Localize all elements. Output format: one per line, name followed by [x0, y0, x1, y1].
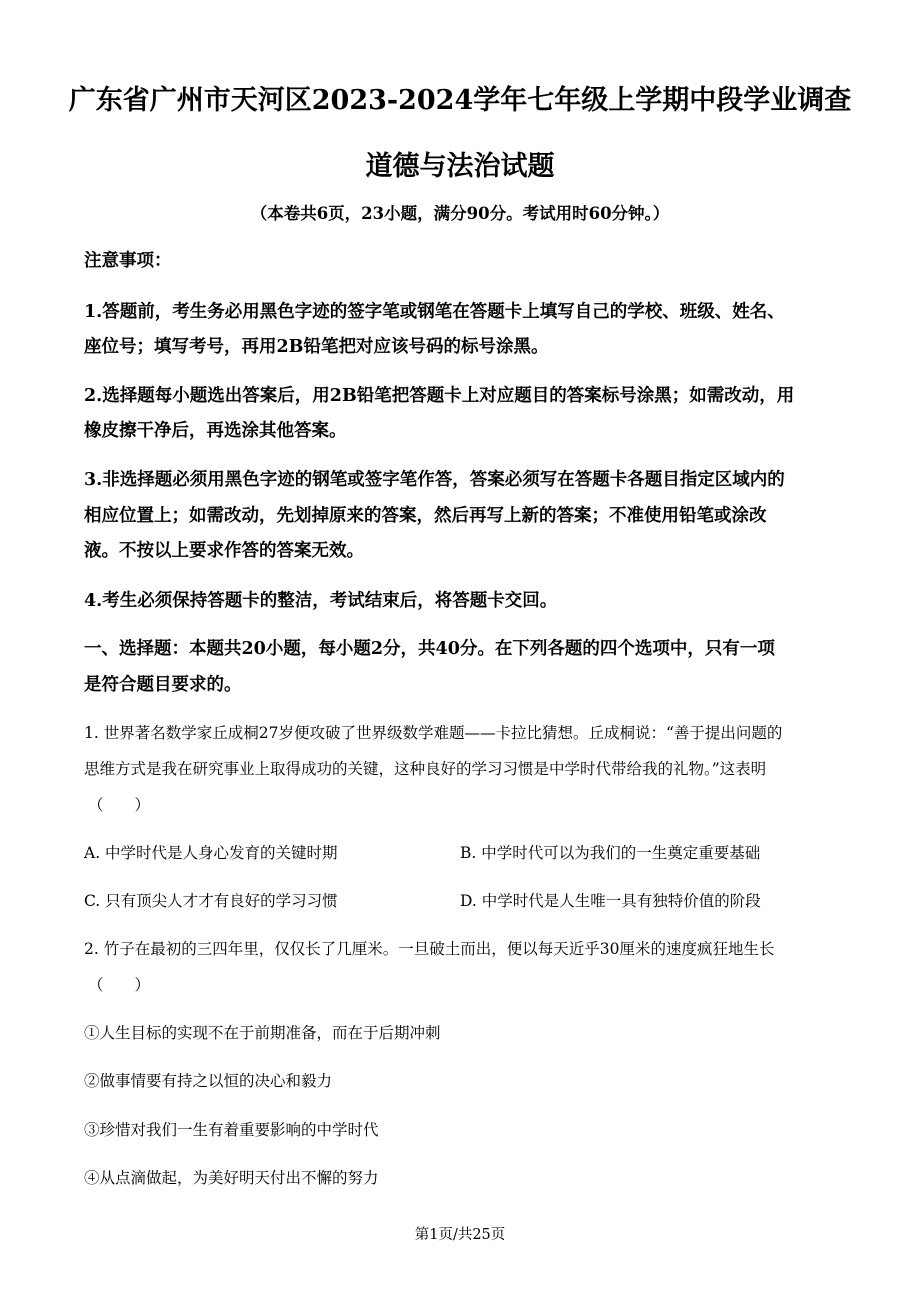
q2-statement-1: ①人生目标的实现不在于前期准备，而在于后期冲刺	[84, 1024, 441, 1042]
section-heading-line1: 一、选择题：本题共20小题，每小题2分，共40分。在下列各题的四个选项中，只有一项	[84, 639, 775, 659]
exam-title: 广东省广州市天河区2023-2024学年七年级上学期中段学业调查	[68, 85, 852, 116]
q2-statement-2: ②做事情要有持之以恒的决心和毅力	[84, 1072, 333, 1090]
q1-option-b: B. 中学时代可以为我们的一生奠定重要基础	[460, 844, 761, 862]
q1-answer-blank: （ ）	[88, 796, 151, 814]
q1-option-a: A. 中学时代是人身心发育的关键时期	[84, 844, 338, 862]
page-number: 第1页/共25页	[414, 1227, 506, 1243]
notice-item-3-line3: 液。不按以上要求作答的答案无效。	[84, 541, 364, 561]
notice-item-2-line1: 2.选择题每小题选出答案后，用2B铅笔把答题卡上对应题目的答案标号涂黑；如需改动，用	[84, 386, 795, 406]
q2-stem-line1: 2. 竹子在最初的三四年里，仅仅长了几厘米。一旦破土而出，便以每天近乎30厘米的速度疯狂地生长	[84, 940, 775, 958]
notice-item-3-line1: 3.非选择题必须用黑色字迹的钢笔或签字笔作答，答案必须写在答题卡各题目指定区域内的	[84, 470, 785, 490]
q1-option-c: C. 只有顶尖人才才有良好的学习习惯	[84, 892, 338, 910]
section-heading-line2: 是符合题目要求的。	[84, 675, 242, 695]
exam-subject-title: 道德与法治试题	[365, 151, 555, 182]
q2-statement-3: ③珍惜对我们一生有着重要影响的中学时代	[84, 1121, 379, 1139]
q1-option-d: D. 中学时代是人生唯一具有独特价值的阶段	[460, 892, 761, 910]
notice-item-2-line2: 橡皮擦干净后，再选涂其他答案。	[84, 421, 347, 441]
notice-item-3-line2: 相应位置上；如需改动，先划掉原来的答案，然后再写上新的答案；不准使用铅笔或涂改	[84, 506, 767, 526]
notice-item-1-line2: 座位号；填写考号，再用2B铅笔把对应该号码的标号涂黑。	[84, 337, 549, 357]
q1-stem-line2: 思维方式是我在研究事业上取得成功的关键，这种良好的学习习惯是中学时代带给我的礼物。”这表明	[84, 760, 767, 778]
notice-item-4-line1: 4.考生必须保持答题卡的整洁，考试结束后，将答题卡交回。	[84, 591, 558, 611]
q2-statement-4: ④从点滴做起，为美好明天付出不懈的努力	[84, 1169, 379, 1187]
exam-info: （本卷共6页，23小题，满分90分。考试用时60分钟。）	[250, 204, 670, 223]
notice-item-1-line1: 1.答题前，考生务必用黑色字迹的签字笔或钢笔在答题卡上填写自己的学校、班级、姓名、	[84, 302, 785, 322]
notice-heading: 注意事项：	[84, 251, 172, 271]
q2-answer-blank: （ ）	[88, 976, 151, 994]
q1-stem-line1: 1. 世界著名数学家丘成桐27岁便攻破了世界级数学难题——卡拉比猜想。丘成桐说：“善于提出问题的	[84, 724, 783, 742]
